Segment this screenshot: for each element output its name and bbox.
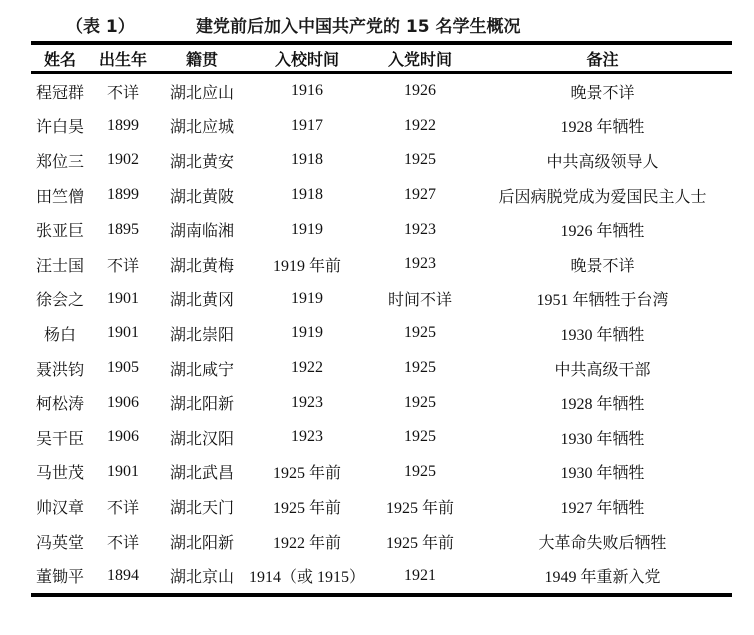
- table-row: [31, 143, 732, 178]
- cell-name: 田竺僧: [35, 188, 84, 206]
- cell-native-place: 湖北阳新: [169, 396, 234, 414]
- cell-native-place: 湖北应山: [169, 84, 234, 102]
- cell-birth-year: 1905: [107, 359, 139, 377]
- cell-birth-year: 1895: [107, 220, 139, 238]
- cell-name: 徐会之: [35, 292, 84, 310]
- cell-native-place: 湖北应城: [169, 119, 234, 137]
- cell-party-join-time: 1925: [404, 428, 436, 446]
- cell-enrollment-time: 1918: [291, 186, 323, 204]
- cell-party-join-time: 1925: [404, 462, 436, 480]
- cell-party-join-time: 1925 年前: [385, 499, 454, 517]
- cell-birth-year: 1906: [107, 393, 139, 411]
- cell-enrollment-time: 1922 年前: [272, 534, 341, 552]
- cell-birth-year: 1901: [107, 462, 139, 480]
- cell-party-join-time: 1925: [404, 359, 436, 377]
- cell-remarks: 中共高级领导人: [546, 153, 659, 171]
- table-title: 建党前后加入中国共产党的 15 名学生概况: [196, 17, 521, 37]
- cell-name: 汪士国: [35, 257, 84, 275]
- cell-native-place: 湖北汉阳: [169, 430, 234, 448]
- header-native-place: 籍贯: [185, 49, 218, 69]
- cell-name: 董锄平: [35, 569, 84, 587]
- cell-birth-year: 不详: [106, 534, 139, 552]
- table-row: [31, 109, 732, 144]
- cell-native-place: 湖北黄陂: [169, 188, 234, 206]
- cell-enrollment-time: 1914（或 1915）: [248, 569, 365, 587]
- cell-enrollment-time: 1922: [291, 359, 323, 377]
- cell-party-join-time: 1926: [404, 82, 436, 100]
- table-row: [31, 558, 732, 595]
- cell-remarks: 1930 年牺牲: [560, 326, 645, 344]
- table-number: （表 1）: [66, 17, 135, 37]
- students-table-container: [31, 41, 732, 597]
- cell-party-join-time: 1927: [404, 186, 436, 204]
- table-row: [31, 385, 732, 420]
- header-name: 姓名: [43, 49, 76, 69]
- table-row: [31, 316, 732, 351]
- cell-party-join-time: 时间不详: [387, 292, 452, 310]
- cell-birth-year: 1899: [107, 116, 139, 134]
- students-table: [31, 41, 732, 597]
- cell-name: 冯英堂: [35, 534, 84, 552]
- cell-remarks: 后因病脱党成为爱国民主人士: [498, 188, 707, 206]
- cell-native-place: 湖北武昌: [169, 465, 234, 483]
- cell-name: 聂洪钧: [35, 361, 84, 379]
- cell-party-join-time: 1923: [404, 255, 436, 273]
- cell-enrollment-time: 1925 年前: [272, 465, 341, 483]
- cell-remarks: 晚景不详: [570, 84, 635, 102]
- cell-party-join-time: 1925 年前: [385, 534, 454, 552]
- cell-birth-year: 1902: [107, 151, 139, 169]
- cell-enrollment-time: 1923: [291, 428, 323, 446]
- cell-remarks: 1928 年牺牲: [560, 396, 645, 414]
- table-row: [31, 73, 732, 109]
- cell-party-join-time: 1921: [404, 566, 436, 584]
- cell-remarks: 1928 年牺牲: [560, 119, 645, 137]
- cell-name: 杨白: [43, 326, 76, 344]
- cell-name: 张亚巨: [35, 223, 84, 241]
- cell-party-join-time: 1923: [404, 220, 436, 238]
- header-party-join-time: 入党时间: [387, 49, 452, 69]
- cell-party-join-time: 1925: [404, 393, 436, 411]
- cell-enrollment-time: 1925 年前: [272, 499, 341, 517]
- table-row: [31, 524, 732, 559]
- table-row: [31, 282, 732, 317]
- cell-remarks: 1949 年重新入党: [544, 569, 661, 587]
- cell-party-join-time: 1925: [404, 151, 436, 169]
- cell-birth-year: 不详: [106, 499, 139, 517]
- cell-native-place: 湖北黄冈: [169, 292, 234, 310]
- cell-native-place: 湖北天门: [169, 499, 234, 517]
- cell-remarks: 1926 年牺牲: [560, 223, 645, 241]
- cell-name: 程冠群: [35, 84, 84, 102]
- cell-birth-year: 1906: [107, 428, 139, 446]
- table-caption: [0, 10, 754, 38]
- cell-name: 郑位三: [35, 153, 84, 171]
- cell-birth-year: 1899: [107, 186, 139, 204]
- cell-native-place: 湖北京山: [169, 569, 234, 587]
- cell-enrollment-time: 1923: [291, 393, 323, 411]
- table-row: [31, 178, 732, 213]
- cell-name: 马世茂: [35, 465, 84, 483]
- cell-party-join-time: 1925: [404, 324, 436, 342]
- cell-name: 吴干臣: [35, 430, 84, 448]
- table-row: [31, 455, 732, 490]
- cell-party-join-time: 1922: [404, 116, 436, 134]
- cell-birth-year: 1894: [107, 566, 139, 584]
- cell-native-place: 湖北黄安: [169, 153, 234, 171]
- cell-name: 许白昊: [35, 119, 84, 137]
- cell-name: 帅汉章: [35, 499, 84, 517]
- cell-remarks: 中共高级干部: [554, 361, 651, 379]
- cell-remarks: 1951 年牺牲于台湾: [536, 292, 669, 310]
- table-row: [31, 247, 732, 282]
- table-row: [31, 420, 732, 455]
- table-row: [31, 489, 732, 524]
- cell-enrollment-time: 1919: [291, 220, 323, 238]
- table-row: [31, 212, 732, 247]
- cell-enrollment-time: 1919 年前: [272, 257, 341, 275]
- header-birth-year: 出生年: [98, 49, 147, 69]
- table-row: [31, 351, 732, 386]
- cell-native-place: 湖北阳新: [169, 534, 234, 552]
- cell-enrollment-time: 1916: [291, 82, 323, 100]
- cell-enrollment-time: 1919: [291, 289, 323, 307]
- header-row: [31, 43, 732, 73]
- cell-birth-year: 不详: [106, 257, 139, 275]
- header-remarks: 备注: [586, 49, 619, 69]
- cell-birth-year: 1901: [107, 289, 139, 307]
- cell-enrollment-time: 1918: [291, 151, 323, 169]
- cell-native-place: 湖北黄梅: [169, 257, 234, 275]
- cell-birth-year: 1901: [107, 324, 139, 342]
- cell-native-place: 湖南临湘: [169, 223, 234, 241]
- header-enrollment-time: 入校时间: [274, 49, 339, 69]
- cell-native-place: 湖北崇阳: [169, 326, 234, 344]
- cell-name: 柯松涛: [35, 396, 84, 414]
- cell-birth-year: 不详: [106, 84, 139, 102]
- cell-remarks: 晚景不详: [570, 257, 635, 275]
- cell-remarks: 1927 年牺牲: [560, 499, 645, 517]
- cell-remarks: 大革命失败后牺牲: [538, 534, 667, 552]
- cell-enrollment-time: 1917: [291, 116, 323, 134]
- cell-native-place: 湖北咸宁: [169, 361, 234, 379]
- cell-remarks: 1930 年牺牲: [560, 430, 645, 448]
- cell-remarks: 1930 年牺牲: [560, 465, 645, 483]
- cell-enrollment-time: 1919: [291, 324, 323, 342]
